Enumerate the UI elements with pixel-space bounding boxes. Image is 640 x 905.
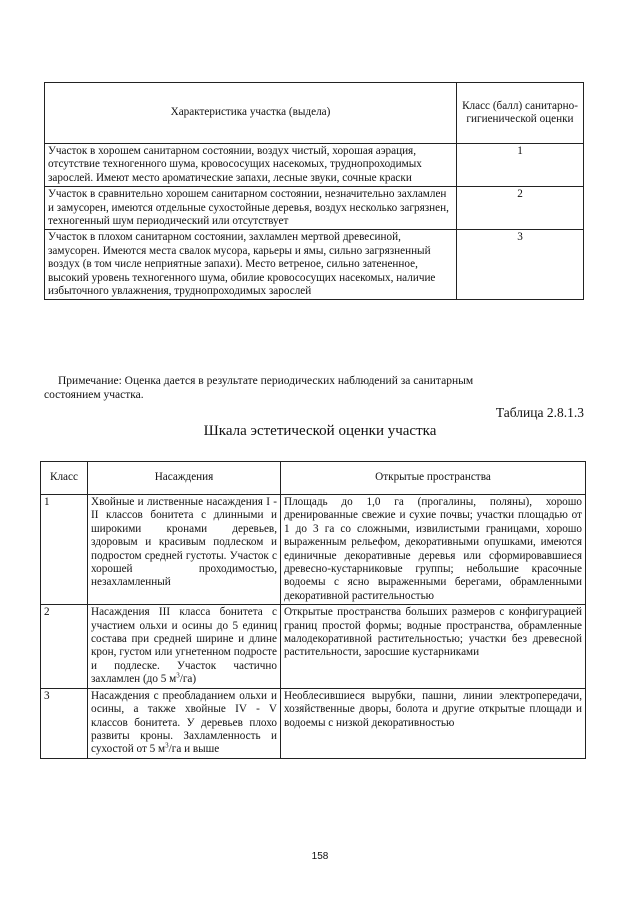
table-note xyxy=(44,374,586,402)
table-row xyxy=(41,605,586,688)
column-header-open-spaces: Открытые пространства xyxy=(281,462,586,495)
table-row xyxy=(45,144,584,187)
table-number: Таблица 2.8.1.3 xyxy=(495,405,584,420)
aesthetic-scale-table xyxy=(40,461,586,759)
table-header-row xyxy=(45,83,584,144)
row-open-spaces: Необлесившиеся вырубки, пашни, линии электропередачи, хозяйственные дворы, болота и другие открытые площади и водоемы с низкой декоративностью xyxy=(281,688,586,758)
row-characteristic: Участок в плохом санитарном состоянии, захламлен мертвой древесиной, замусорен. Имеются места свалок мусора, карьеры и ямы, сильно загрязненный воздух (в том числе неприятные запахи). Место ветреное, сильно затененное, высокий уровень техногенного шума, обилие кровососущих насекомых, наличие избыточного увлажнения, труднопроходимых зарослей xyxy=(45,230,457,300)
row-class: 3 xyxy=(41,688,88,758)
row-characteristic: Участок в хорошем санитарном состоянии, воздух чистый, хорошая аэрация, отсутствие техногенного шума, кровососущих насекомых, труднопроходимых зарослей. Имеют место ароматические запахи, лесные звуки, сочные краски xyxy=(45,144,457,187)
row-class: 2 xyxy=(457,187,584,230)
stands-text-tail: /га) xyxy=(179,673,197,686)
stands-text-tail: /га и выше xyxy=(168,743,220,756)
row-stands xyxy=(88,605,281,688)
row-stands xyxy=(88,688,281,758)
column-header-characteristic: Характеристика участка (выдела) xyxy=(45,83,457,144)
sanitary-class-table xyxy=(44,82,584,300)
page-number: 158 xyxy=(311,851,329,862)
row-open-spaces: Площадь до 1,0 га (прогалины, поляны), хорошо дренированные свежие и сухие почвы; участки площадью от 1 до 3 га со сложными, извилистыми границами, хорошо выраженным рельефом, декоративными опушками, имеются единичные декоративные деревья или сформировавшиеся древесно-кустарниковые группы; небольшие красочные водоемы с ясно выраженными берегами, обрамленными декоративной растительностью xyxy=(281,495,586,605)
superscript: 3 xyxy=(176,671,180,680)
row-class: 3 xyxy=(457,230,584,300)
column-header-stands: Насаждения xyxy=(88,462,281,495)
row-class: 1 xyxy=(41,495,88,605)
table-row xyxy=(41,495,586,605)
table-header-row xyxy=(41,462,586,495)
superscript: 3 xyxy=(165,741,169,750)
note-line-2: состоянием участка. xyxy=(44,389,144,401)
stands-text: Насаждения III класса бонитета с участием ольхи и осины до 5 единиц состава при средней ширине и длине крон, густом или угнетенном подросте и подлеске. Участок частично захламлен (до 5 м xyxy=(91,606,277,686)
row-class: 1 xyxy=(457,144,584,187)
table-row xyxy=(45,187,584,230)
row-class: 2 xyxy=(41,605,88,688)
note-line-1: Примечание: Оценка дается в результате периодических наблюдений за санитарным xyxy=(58,375,474,387)
column-header-class: Класс xyxy=(41,462,88,495)
table-row xyxy=(41,688,586,758)
row-stands: Хвойные и лиственные насаждения I - II классов бонитета с длинными и широкими кронами деревьев, здоровым и красивым подлеском и подростом средней густоты. Участок с хорошей проходимостью, незахламленный xyxy=(88,495,281,605)
row-open-spaces: Открытые пространства больших размеров с конфигурацией границ простой формы; водные пространства, обрамленные малодекоративной растительностью; участки без древесной растительности, заросшие кустарниками xyxy=(281,605,586,688)
table-title: Шкала эстетической оценки участка xyxy=(203,423,437,439)
table-row xyxy=(45,230,584,300)
stands-text: Насаждения с преобладанием ольхи и осины, а также хвойные IV - V классов бонитета. У деревьев плохо развиты кроны. Захламленность и сухостой от 5 м xyxy=(91,689,277,756)
row-characteristic: Участок в сравнительно хорошем санитарном состоянии, незначительно захламлен и замусорен, имеются отдельные сухостойные деревья, воздух несколько загрязнен, техногенный шум периодический или отсутствует xyxy=(45,187,457,230)
column-header-class: Класс (балл) санитарно-гигиенической оценки xyxy=(457,83,584,144)
